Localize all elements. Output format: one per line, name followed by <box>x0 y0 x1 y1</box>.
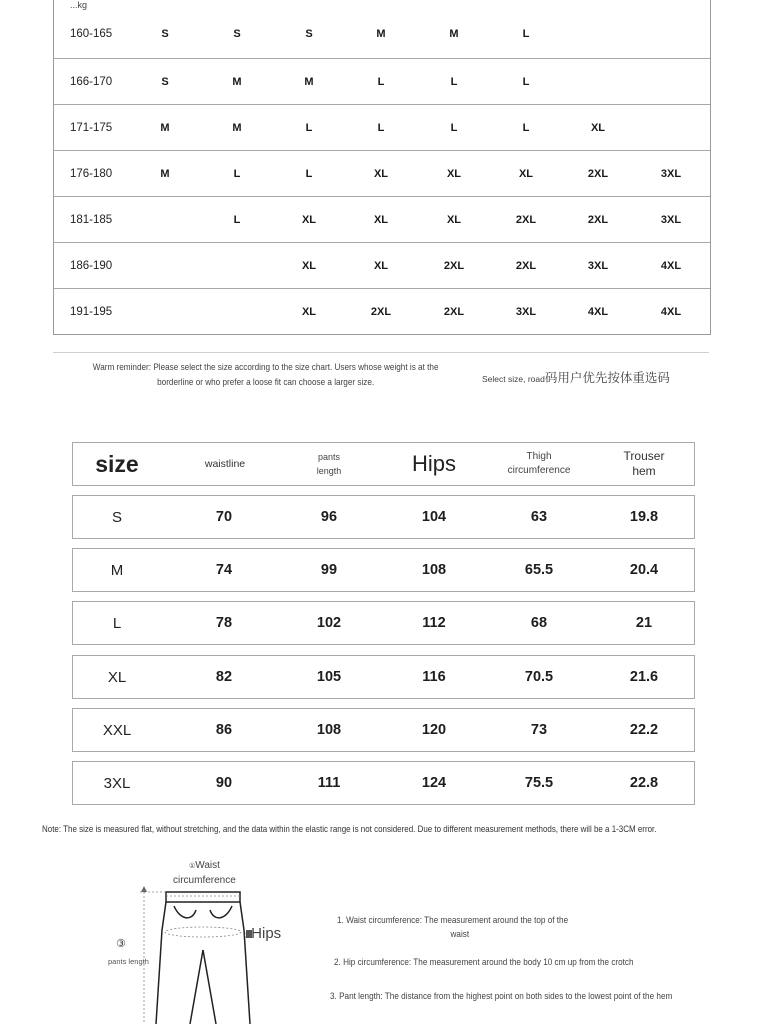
weight-reminder <box>482 368 670 386</box>
size-cell: XL <box>373 167 389 180</box>
cell-hips: 112 <box>422 615 446 631</box>
cell-thigh: 73 <box>530 722 548 738</box>
hips-label: ②Hips <box>244 925 282 942</box>
size-cell: XL <box>590 121 606 134</box>
size-cell: M <box>160 121 170 134</box>
size-cell <box>135 197 195 242</box>
table-row <box>54 288 710 334</box>
header-waistline: waistline <box>204 458 246 470</box>
table-row <box>54 242 710 288</box>
header-trouser-hem: Trouser hem <box>623 449 665 478</box>
size-cell: M <box>232 75 242 88</box>
waist-label: ①Waist <box>189 860 220 871</box>
warm-reminder <box>70 360 461 390</box>
size-cell: L <box>233 213 241 226</box>
size-cell <box>135 289 195 334</box>
cell-waist: 86 <box>215 722 233 738</box>
section-divider <box>53 352 709 353</box>
size-cell: XL <box>373 259 389 272</box>
size-cell: 3XL <box>660 167 682 180</box>
cell-thigh: 65.5 <box>524 562 554 578</box>
size-cell: 2XL <box>587 213 609 226</box>
size-cell: 4XL <box>660 305 682 318</box>
size-chart-header <box>72 442 695 486</box>
size-cell: L <box>522 121 530 134</box>
header-pants-length: pants length <box>316 452 342 476</box>
cell-thigh: 68 <box>530 615 548 631</box>
cell-thigh: 75.5 <box>524 775 554 791</box>
size-cell <box>207 243 267 288</box>
size-cell: L <box>233 167 241 180</box>
size-cell: 4XL <box>587 305 609 318</box>
cell-waist: 70 <box>215 509 233 525</box>
size-cell: 3XL <box>660 213 682 226</box>
size-cell <box>135 243 195 288</box>
size-cell: XL <box>301 259 317 272</box>
cell-hips: 104 <box>421 509 447 525</box>
cell-length: 108 <box>316 722 342 738</box>
cell-size: L <box>112 614 122 632</box>
size-cell <box>207 289 267 334</box>
size-cell: L <box>305 121 313 134</box>
height-range: 191-195 <box>70 305 113 318</box>
size-cell <box>568 10 628 58</box>
height-range: 186-190 <box>70 259 113 272</box>
size-chart-row <box>72 495 695 539</box>
size-cell <box>641 10 701 58</box>
table-row <box>54 196 710 242</box>
height-range: 160-165 <box>70 28 113 40</box>
table-row <box>54 150 710 196</box>
table-row <box>54 58 710 104</box>
cell-hips: 120 <box>421 722 447 738</box>
size-cell: S <box>161 75 169 88</box>
cell-length: 102 <box>316 615 342 631</box>
size-cell <box>641 105 701 150</box>
size-cell: XL <box>518 167 534 180</box>
hips-marker: ② <box>244 931 252 940</box>
size-cell: M <box>160 167 170 180</box>
cell-length: 96 <box>320 509 338 525</box>
size-cell: L <box>305 167 313 180</box>
size-cell: 2XL <box>443 305 465 318</box>
cell-size: M <box>110 561 124 579</box>
header-thigh: Thigh circumference <box>507 451 571 476</box>
size-cell: 2XL <box>443 259 465 272</box>
cell-hips: 108 <box>421 562 447 578</box>
cell-size: XXL <box>102 721 132 739</box>
size-cell: M <box>376 28 386 40</box>
cell-hem: 22.8 <box>629 775 659 791</box>
legend-item-3: 3. Pant length: The distance from the highest point on both sides to the lowest point of the hem <box>330 991 673 1002</box>
pants-outline <box>156 892 250 1024</box>
size-cell <box>568 59 628 104</box>
cell-size: 3XL <box>103 774 131 792</box>
cell-hips: 124 <box>421 775 447 791</box>
size-cell: M <box>232 121 242 134</box>
cell-hem: 22.2 <box>629 722 659 738</box>
cell-waist: 78 <box>215 615 233 631</box>
waist-measure-line <box>140 892 241 1024</box>
size-cell: S <box>233 28 241 40</box>
weight-reminder-prefix: Select size, road <box>482 374 545 384</box>
height-range: 176-180 <box>70 167 113 180</box>
cell-length: 111 <box>317 775 341 791</box>
weight-reminder-cn: 码用户优先按体重选码 <box>544 371 670 385</box>
header-size: size <box>95 450 139 477</box>
cell-size: XL <box>107 668 127 686</box>
cell-waist: 82 <box>215 669 233 685</box>
size-cell: 2XL <box>515 259 537 272</box>
table-row <box>54 104 710 150</box>
size-chart-row <box>72 655 695 699</box>
size-cell: S <box>161 28 169 40</box>
legend-item-1: 1. Waist circumference: The measurement around the top of the waist <box>337 915 569 940</box>
cell-hem: 20.4 <box>629 562 659 578</box>
size-cell: 2XL <box>587 167 609 180</box>
size-cell: L <box>377 121 385 134</box>
size-chart-row <box>72 708 695 752</box>
size-cell: 2XL <box>370 305 392 318</box>
size-cell: L <box>522 75 530 88</box>
height-range: 166-170 <box>70 75 113 88</box>
size-cell <box>641 59 701 104</box>
height-weight-table <box>53 0 711 335</box>
size-cell: 4XL <box>660 259 682 272</box>
size-cell: 3XL <box>587 259 609 272</box>
cell-waist: 74 <box>215 562 233 578</box>
length-label: pants length <box>108 957 149 966</box>
size-cell: XL <box>373 213 389 226</box>
header-hips: Hips <box>411 451 456 476</box>
waist-marker: ① <box>189 863 196 870</box>
size-cell: 2XL <box>515 213 537 226</box>
legend-item-2: 2. Hip circumference: The measurement around the body 10 cm up from the crotch <box>334 957 634 968</box>
size-chart-row <box>72 601 695 645</box>
cell-length: 105 <box>316 669 342 685</box>
cell-hem: 19.8 <box>629 509 659 525</box>
size-cell: M <box>449 28 459 40</box>
size-cell: XL <box>301 305 317 318</box>
cell-hem: 21.6 <box>629 669 659 685</box>
size-cell: L <box>522 28 530 40</box>
size-cell: XL <box>446 167 462 180</box>
measurement-note: Note: The size is measured flat, without stretching, and the data within the elastic range is not considered. Due to different measurement methods, there will be a 1-3CM error. <box>42 824 657 835</box>
cell-thigh: 70.5 <box>524 669 554 685</box>
size-cell: L <box>377 75 385 88</box>
circumference-label: circumference <box>173 875 236 886</box>
cell-length: 99 <box>320 562 338 578</box>
size-cell: S <box>305 28 313 40</box>
cell-size: S <box>111 508 122 526</box>
table-row <box>54 10 710 58</box>
length-marker: ③ <box>116 938 126 950</box>
reminder-line-1: Warm reminder: Please select the size according to the size chart. Users whose weight is at the <box>92 362 439 373</box>
size-cell: L <box>450 121 458 134</box>
size-chart-row <box>72 548 695 592</box>
reminder-line-2: borderline or who prefer a loose fit can choose a larger size. <box>157 377 375 388</box>
size-chart-row <box>72 761 695 805</box>
length-arrow-head <box>141 886 147 892</box>
size-cell: XL <box>446 213 462 226</box>
height-range: 171-175 <box>70 121 113 134</box>
size-cell: 3XL <box>515 305 537 318</box>
size-cell: XL <box>301 213 317 226</box>
size-cell: M <box>304 75 314 88</box>
table-header-row <box>54 0 710 10</box>
size-cell: L <box>450 75 458 88</box>
cell-waist: 90 <box>215 775 233 791</box>
height-range: 181-185 <box>70 213 113 226</box>
cell-thigh: 63 <box>530 509 548 525</box>
cell-hem: 21 <box>635 615 653 631</box>
cell-hips: 116 <box>422 669 446 685</box>
table-header-partial: ...kg <box>70 0 88 10</box>
